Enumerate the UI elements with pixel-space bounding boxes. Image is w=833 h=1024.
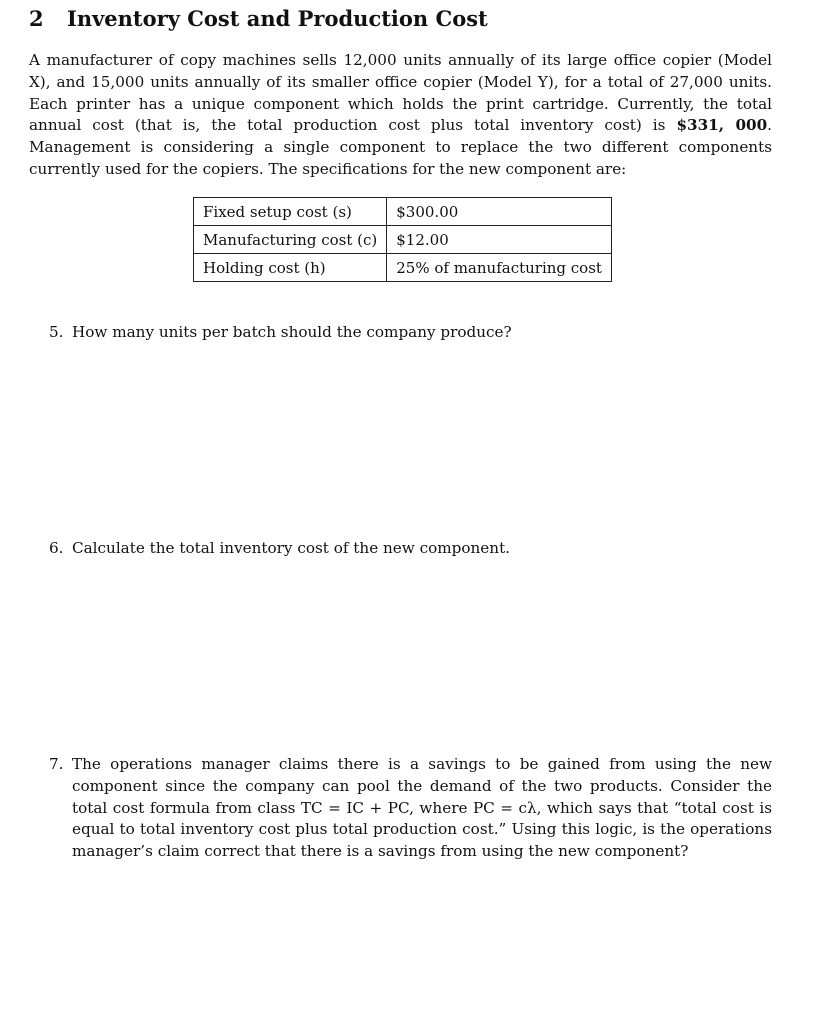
question-text: The operations manager claims there is a savings to be gained from using the new component since the company can pool the demand of the two products. Consider the total cost formula from class TC = IC + PC, where PC = cλ, which says that “total cost is equal to total inventory cost plus total production cost.” Using this logic, is the operations manager’s claim correct that there is a savings from using the new component? — [72, 755, 772, 861]
question-6 — [49, 538, 772, 560]
question-text: Calculate the total inventory cost of the new component. — [72, 539, 511, 557]
spec-label: Fixed setup cost (s) — [194, 198, 387, 226]
question-number: 6. — [49, 539, 64, 557]
component-specs-table — [193, 197, 612, 282]
question-number: 5. — [49, 323, 64, 341]
table-row — [194, 254, 612, 282]
intro-text-part-2: . Management is considering a single component to replace the two different components currently used for the copiers. The specifications for the new component are: — [29, 116, 772, 178]
spec-value: $12.00 — [387, 226, 612, 254]
intro-text-part-1: A manufacturer of copy machines sells 12,000 units annually of its large office copier (Model X), and 15,000 units annually of its smaller office copier (Model Y), for a total of 27,000 units. Each printer has a unique component which holds the print cartridge. Currently, the total annual cost (that is, the total production cost plus total inventory cost) is — [29, 51, 772, 135]
section-heading — [29, 6, 488, 31]
question-number: 7. — [49, 755, 64, 773]
spec-label: Manufacturing cost (c) — [194, 226, 387, 254]
table-row — [194, 198, 612, 226]
spec-label: Holding cost (h) — [194, 254, 387, 282]
section-title: Inventory Cost and Production Cost — [67, 6, 488, 31]
table-row — [194, 226, 612, 254]
question-7 — [49, 754, 772, 863]
spec-value: $300.00 — [387, 198, 612, 226]
intro-paragraph — [29, 50, 772, 181]
current-total-cost: $331, 000 — [676, 116, 768, 135]
section-number: 2 — [29, 6, 44, 31]
spec-value: 25% of manufacturing cost — [387, 254, 612, 282]
question-text: How many units per batch should the company produce? — [72, 323, 512, 341]
question-5 — [49, 322, 772, 344]
